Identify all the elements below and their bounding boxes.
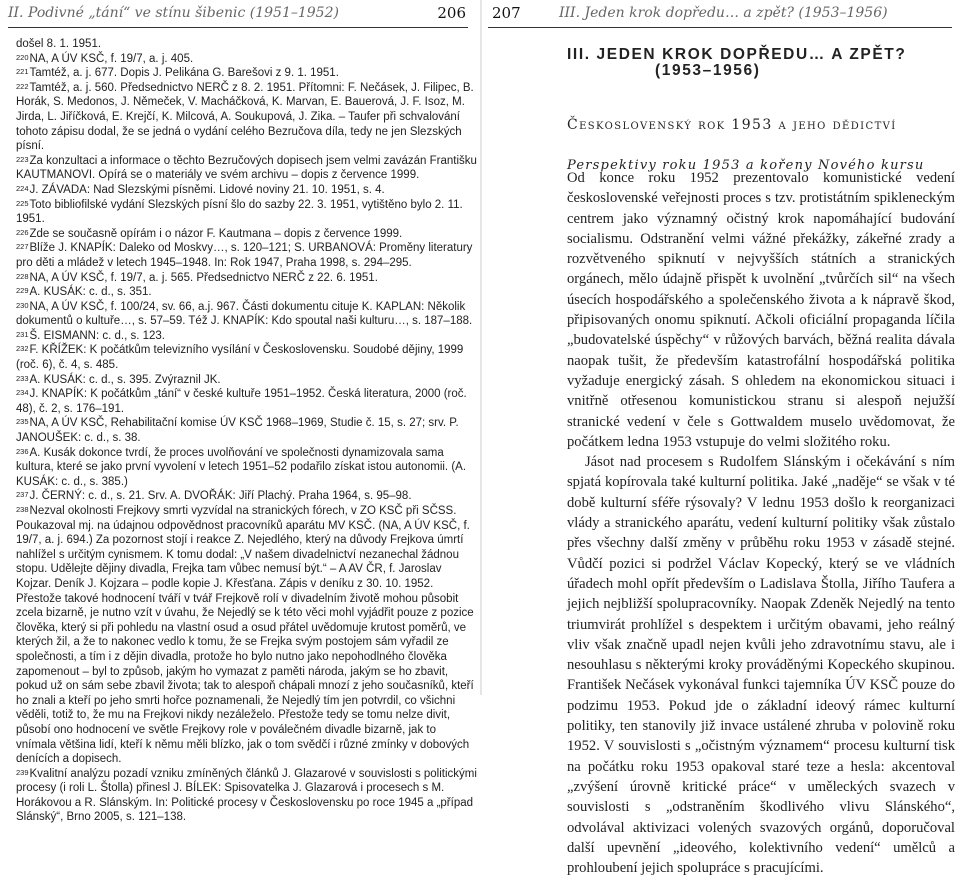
- footnote: [16, 154, 478, 183]
- chapter-title: [567, 47, 906, 79]
- footnote-text: NA, A ÚV KSČ, Rehabilitační komise ÚV KSČ 1968–1969, Studie č. 15, s. 27; srv. P. JANOUŠEK: c. d., s. 38.: [16, 417, 459, 445]
- footnote-number: 234: [16, 388, 29, 398]
- footnote-number: 237: [16, 490, 29, 500]
- chapter-years: (1953–1956): [655, 62, 761, 79]
- footnote-number: 224: [16, 183, 29, 193]
- left-page: [0, 0, 480, 824]
- footnote-number: 228: [16, 271, 29, 281]
- left-running-title: II. Podivné „tání“ ve stínu šibenic (1951–1952): [8, 5, 339, 21]
- footnote-text: Nezval okolnosti Frejkovy smrti vyzvídal na stranických fórech, v ZO KSČ při SČSS. Poukazoval mj. na údajnou odpovědnost pracovníků aparátu MV KSČ. (NA, A ÚV KSČ, f. 19/7, a. j. 694.) Za pozornost stojí i reakce Z. Nejedlého, který na důvody Frejkova úmrtí nahlížel s určitým cynismem. K tomu dodal: „V našem divadelnictví nezanechal žádnou stopu. Udělejte dějiny divadla, Frejka tam vůbec nemusí být.“ – A AV ČR, f. Jaroslav Kojzar. Deník J. Kojzara – podle kopie J. Křesťana. Zápis v deníku z 30. 10. 1952. Přestože takové hodnocení tváří v tvář Frejkově rolí v divadelním životě mohou působit zcela bizarně, je nutno vzít v úvahu, že Nejedlý se k této věci mohl vyjádřit pouze z pozice člověka, který si při pohledu na vlastní osud a osud přátel uvědomuje krutost poměrů, ve kterých žil, a že to nakonec vedlo k tomu, že se Frejka svým postojem sám vyřadil ze společnosti, a tím i z dějin divadla, protože ho bylo nutno jako nepohodlného člověka zapomenout – byl to způsob, jakým ho vymazat z paměti národa, jakým se ho zbavit, pokud už on sám sebe zbavil života; tak to alespoň chápali mnozí z jeho současníků, kteří ho znali a kteří po jeho smrti hořce poznamenali, že Nejedlý tím jen potvrdil, co všichni věděli, totiž to, že mu na Frejkovi nikdy nezáleželo. Přestože tedy se tomu nelze divit, působí ono hodnocení ve světle Frejkovy role v poválečném divadle bizarně, jak to vnímala většina lidí, kteří k němu měli blízko, jak o tom svědčí i různé zmínky v dobových denících a dopisech.: [16, 505, 474, 766]
- footnote: [16, 285, 478, 300]
- paragraph: Jásot nad procesem s Rudolfem Slánským i očekávání s ním spjatá kopírovala také kulturní politika. Jaké „naděje“ se však v té době kulturní sféře rýsovaly? V lednu 1953 došlo k reorganizaci vlády a stranického aparátu, vedení kulturní politiky však zůstalo přes všechny další změny v průběhu roku 1953 v zásadě stejné. Vůdčí pozici si podržel Václav Kopecký, který se ve vládních úřadech mohl opřít především o Ladislava Štolla, Jiřího Taufera a jejich nejbližší spolupracovníky. Naopak Zdeněk Nejedlý na tento triumvirát prohlížel s despektem i určitým obavami, jeho reálný vliv však značně upadl nejen kvůli jeho zdravotnímu stavu, ale i nesouhlasu s některými kroky prováděnými Kopeckého skupinou. František Nečásek vykonával funkci tajemníka ÚV KSČ pouze do podzimu 1953. Pokud jde o základní ideový rámec kulturní politiky, ten stanovily již invace ustálené zhruba v polovině roku 1952. V souvislosti s „očistným významem“ procesu kulturní tisk na počátku roku 1953 opakoval staré teze a hesla: akcentoval „zvýšení úrovně kritické práce“ v uměleckých svazech v souvislosti s „odstraněním škodlivého vlivu Slánského“, odvolával aktivizaci volených svazových orgánů, doporučoval další upevnění „ideového, kolektivního vedení“ umělců a prohloubení jejich spolupráce s pracujícími.: [567, 454, 955, 877]
- footnote-text: Zde se současně opírám i o názor F. Kautmana – dopis z července 1999.: [29, 227, 403, 240]
- footnote-text: Kvalitní analýzu pozadí vzniku zmíněných článků J. Glazarové v souvislosti s politickými procesy (i roli L. Štolla) přinesl J. BÍLEK: Spisovatelka J. Glazarová i procesech s M. Horákovou a R. Slánským. In: Politické procesy v Československu po roce 1945 a „případ Slánský“, Brno 2005, s. 121–138.: [16, 767, 477, 824]
- left-page-number: 206: [437, 4, 466, 22]
- footnote-text: J. KNAPÍK: K počátkům „tání“ v české kultuře 1951–1952. Česká literatura, 2000 (roč. 48), č. 2, s. 176–191.: [16, 388, 467, 415]
- footnote: [16, 300, 478, 329]
- footnote-number: 231: [16, 329, 29, 339]
- footnote-text: Tamtéž, a. j. 677. Dopis J. Pelikána G. Barešovi z 9. 1. 1951.: [29, 67, 339, 80]
- footnote-number: 227: [16, 242, 29, 252]
- footnote-text: Tamtéž, a. j. 560. Předsednictvo NERČ z 8. 2. 1951. Přítomni: F. Nečásek, J. Filipec, B. Horák, S. Medonos, J. Němeček, V. Macháčková, K. Marvan, E. Bauerová, J. F. Isoz, M. Jirda, L. Jiříčková, E. Krejčí, K. Milcová, A. Soukupová, J. Zika. – Taufer při schvalování tohoto zápisu dodal, že se jedná o vydání celého Bezručova díla, tedy ne jen Slezských písní.: [16, 81, 474, 153]
- right-header-rule: [488, 27, 952, 28]
- footnote: [16, 271, 478, 286]
- footnote-text: Š. EISMANN: c. d., s. 123.: [29, 329, 166, 342]
- paragraph: Od konce roku 1952 prezentovalo komunistické vedení československé veřejnosti proces s tzv. protistátním spikleneckým centrem jako významný očistný krok napomáhající budování socialismu. Odstranění velmi vážné překážky, zákeřné zrady a rozvětveného spiknutí v nejvyšších státních a stranických orgánech, mělo údajně přispět k uvolnění „tvůrčích sil“ na všech úsecích hospodářského a společenského života a k nápravě škod, připisovaných onomu spiknutí. Ačkoli oficiální propaganda líčila „budovatelské úspěchy“ v růžových barvách, běžná realita dávala naopak tušit, že především katastrofální hospodářská politika vyžaduje energický zásah. S ohledem na ekonomickou situaci i vnitřně otřesenou komunistickou stranu si alespoň nejužší stranické vedení v čele s Gottwaldem muselo uvědomovat, že počátkem ledna 1953 vstupuje do velmi složitého roku.: [567, 170, 955, 450]
- subsection-title: Perspektivy roku 1953 a kořeny Nového kursu: [567, 158, 925, 173]
- footnote: [16, 52, 478, 67]
- footnote-number: 221: [16, 67, 29, 77]
- footnote-text: NA, A ÚV KSČ, f. 19/7, a. j. 565. Předsednictvo NERČ z 22. 6. 1951.: [29, 271, 378, 284]
- footnote-number: 236: [16, 446, 29, 456]
- footnote: [16, 489, 478, 504]
- footnote-number: 235: [16, 417, 29, 427]
- footnote-number: 229: [16, 286, 29, 296]
- body-text: [567, 168, 955, 878]
- footnote-number: 230: [16, 300, 29, 310]
- footnote: [16, 329, 478, 344]
- footnote: [16, 504, 478, 767]
- footnote-text: došel 8. 1. 1951.: [16, 38, 102, 50]
- footnote-text: Toto bibliofilské vydání Slezských písní šlo do sazby 22. 3. 1951, vytištěno bylo 2. 11. 1951.: [16, 198, 463, 226]
- footnote: [16, 416, 478, 445]
- footnote-number: 223: [16, 154, 29, 164]
- right-running-title: III. Jeden krok dopředu… a zpět? (1953–1956): [559, 5, 888, 21]
- footnote: [16, 387, 478, 416]
- footnote-text: J. ZÁVADA: Nad Slezskými písněmi. Lidové noviny 21. 10. 1951, s. 4.: [29, 183, 385, 196]
- footnotes: [16, 37, 478, 825]
- footnote-number: 225: [16, 198, 29, 208]
- footnote: [16, 227, 478, 242]
- footnote: [16, 767, 478, 825]
- footnote: [16, 446, 478, 490]
- left-header-rule: [8, 27, 468, 28]
- footnote-text: NA, A ÚV KSČ, f. 100/24, sv. 66, a.j. 967. Části dokumentu cituje K. KAPLAN: Několik dokumentů o kultuře…, s. 57–59. Též J. KNAPÍK: Kdo spoutal naši kulturu…, s. 187–188.: [16, 300, 473, 328]
- footnote: [16, 66, 478, 81]
- section-title: Československý rok 1953 a jeho dědictví: [567, 117, 897, 133]
- footnote-text: F. KŘÍŽEK: K počátkům televizního vysílání v Československu. Soudobé dějiny, 1999 (roč. 6), č. 4, s. 485.: [16, 344, 464, 372]
- footnote-number: 233: [16, 373, 29, 383]
- footnote: [16, 37, 478, 52]
- footnote: [16, 81, 478, 154]
- footnote-text: J. ČERNÝ: c. d., s. 21. Srv. A. DVOŘÁK: Jiří Plachý. Praha 1964, s. 95–98.: [29, 490, 412, 503]
- footnote-text: A. KUSÁK: c. d., s. 351.: [29, 286, 152, 299]
- footnote: [16, 343, 478, 372]
- footnote-number: 226: [16, 227, 29, 237]
- footnote: [16, 241, 478, 270]
- footnote-number: 222: [16, 81, 29, 91]
- footnote-text: Blíže J. KNAPÍK: Daleko od Moskvy…, s. 120–121; S. URBANOVÁ: Proměny literatury pro děti a mládež v letech 1945–1948. In: Rok 1947, Praha 1998, s. 294–295.: [16, 242, 473, 269]
- footnote-number: 239: [16, 767, 29, 777]
- left-page-header: [0, 0, 480, 30]
- footnote-text: Za konzultaci a informace o těchto Bezručových dopisech jsem velmi zavázán Františku KAUTMANOVI. Opírá se o materiály ve svém archivu – dopis z července 1999.: [16, 154, 477, 182]
- right-page: [482, 0, 960, 877]
- footnote-text: A. Kusák dokonce tvrdí, že proces uvolňování ve společnosti dynamizovala sama kultura, které se jako první vyvolení v letech 1951–52 podařilo získat istou autonomii. (A. KUSÁK: c. d., s. 385.): [16, 446, 467, 488]
- footnote: [16, 373, 478, 388]
- footnote-number: 220: [16, 52, 29, 62]
- footnote-number: 238: [16, 505, 29, 514]
- right-page-number: 207: [492, 4, 521, 22]
- footnote-number: 232: [16, 344, 29, 354]
- footnote-text: A. KUSÁK: c. d., s. 395. Zvýraznil JK.: [29, 373, 221, 386]
- right-page-header: [482, 0, 960, 30]
- chapter-title-line: III. JEDEN KROK DOPŘEDU… A ZPĚT?: [567, 46, 907, 63]
- footnote: [16, 198, 478, 227]
- footnote: [16, 183, 478, 198]
- footnote-text: NA, A ÚV KSČ, f. 19/7, a. j. 405.: [29, 52, 194, 65]
